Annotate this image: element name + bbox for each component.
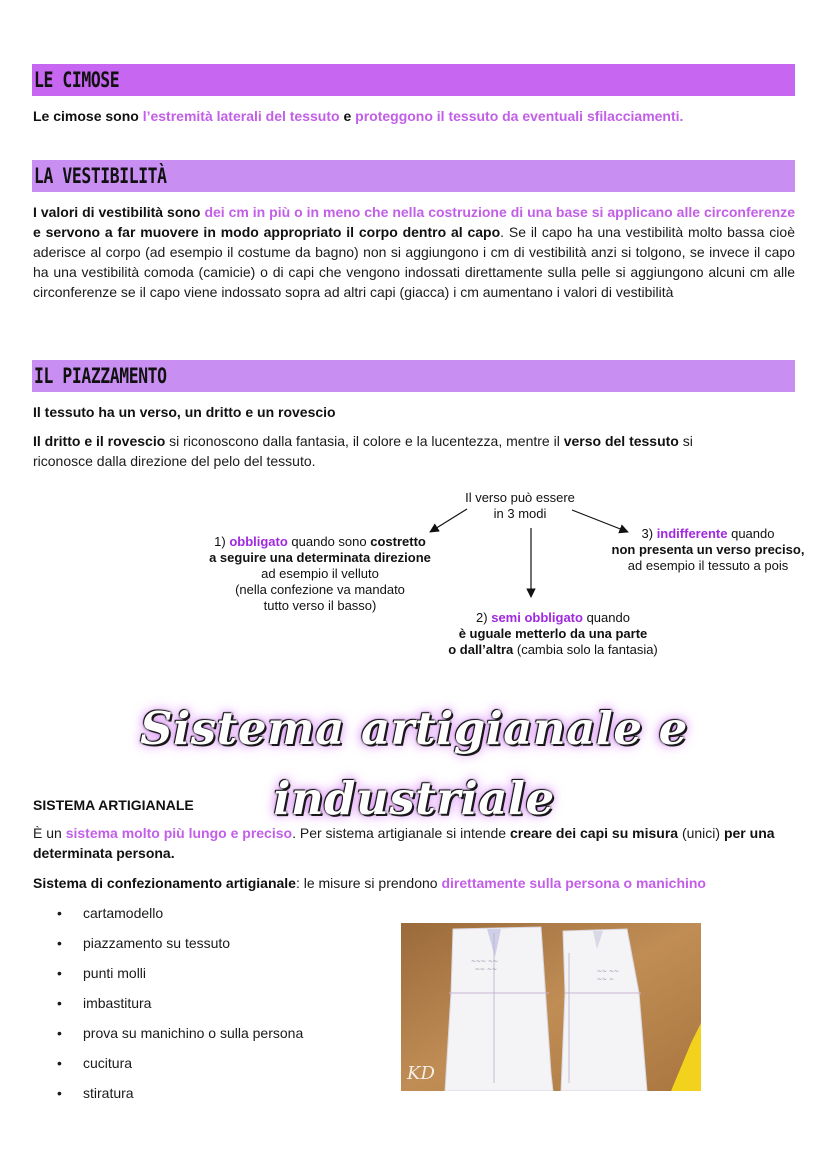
list-item: • prova su manichino o sulla persona bbox=[57, 1025, 304, 1041]
option-key: indifferente bbox=[656, 526, 728, 541]
text-bold: e servono a far muovere in modo appropriato il corpo dentro al capo bbox=[33, 224, 501, 240]
list-item: • cucitura bbox=[57, 1055, 133, 1071]
photo-watermark: KD bbox=[407, 1063, 435, 1084]
text: si riconoscono dalla fantasia, il colore e la lucentezza, mentre il bbox=[165, 433, 564, 449]
diagram-option-1 bbox=[200, 534, 440, 614]
list-item-label: stiratura bbox=[83, 1085, 134, 1101]
highlight: dei cm in più o in meno che nella costruzione di una base si applicano alle circonferenze bbox=[204, 204, 796, 220]
heading-bar-cimose bbox=[32, 64, 795, 96]
diagram-center-line: in 3 modi bbox=[493, 506, 547, 521]
highlight: proteggono il tessuto da eventuali sfilacciamenti. bbox=[355, 108, 684, 124]
paragraph-verso bbox=[33, 402, 795, 422]
diagram-center-line: Il verso può essere bbox=[465, 490, 575, 505]
diagram-option-3 bbox=[598, 526, 818, 574]
option-text: (cambia solo la fantasia) bbox=[513, 642, 658, 657]
list-item: • punti molli bbox=[57, 965, 147, 981]
option-key: semi obbligato bbox=[491, 610, 583, 625]
list-item: • stiratura bbox=[57, 1085, 134, 1101]
heading-vestibilita: LA VESTIBILITÀ bbox=[34, 164, 167, 188]
list-item-label: punti molli bbox=[83, 965, 147, 981]
option-bold: non presenta un verso preciso, bbox=[611, 542, 805, 557]
text-bold: Il tessuto ha un verso, un dritto e un rovescio bbox=[33, 404, 336, 420]
heading-piazzamento: IL PIAZZAMENTO bbox=[34, 364, 167, 388]
heading-sistema-artigianale bbox=[33, 795, 795, 815]
paragraph-dritto-rovescio bbox=[33, 431, 753, 471]
option-line: ad esempio il velluto bbox=[261, 566, 379, 581]
list-item-label: cucitura bbox=[83, 1055, 133, 1071]
text: e bbox=[339, 108, 356, 124]
option-bold: o dall’altra bbox=[448, 642, 514, 657]
highlight: l’estremità laterali del tessuto bbox=[142, 108, 340, 124]
highlight: sistema molto più lungo e preciso bbox=[65, 825, 293, 841]
text: . Per sistema artigianale si intende bbox=[292, 825, 510, 841]
text-bold: Sistema di confezionamento artigianale bbox=[33, 875, 296, 891]
option-bold: a seguire una determinata direzione bbox=[209, 550, 431, 565]
heading-cimose: LE CIMOSE bbox=[34, 68, 120, 92]
list-item-label: imbastitura bbox=[83, 995, 152, 1011]
text-bold: verso del tessuto bbox=[563, 433, 679, 449]
paragraph-confezionamento bbox=[33, 873, 795, 893]
diagram-center bbox=[440, 490, 600, 522]
text: si riconosce dalla direzione del pelo del tessuto. bbox=[33, 433, 693, 469]
option-line: (nella confezione va mandato bbox=[235, 582, 405, 597]
list-item: • cartamodello bbox=[57, 905, 164, 921]
list-item-label: cartamodello bbox=[83, 905, 164, 921]
svg-text:~~ ~~: ~~ ~~ bbox=[475, 966, 498, 973]
option-line: tutto verso il basso) bbox=[263, 598, 377, 613]
option-text: quando bbox=[727, 526, 775, 541]
option-line: ad esempio il tessuto a pois bbox=[627, 558, 789, 573]
text-bold: Il dritto e il rovescio bbox=[33, 433, 166, 449]
text: (unici) bbox=[678, 825, 724, 841]
text: . Se il capo ha una vestibilità molto bassa cioè aderisce al corpo (ad esempio il costume da bagno) non si aggiungono i cm di vestibilità anzi si tolgono, se invece il capo ha una vestibilità comoda (camicie) o di capi che vengono indossati direttamente sulla pelle si aggiungono alcuni cm alle circonferenze se il capo viene indossato sopra ad altri capi (giacca) i cm aumentano i valori di vestibilità bbox=[33, 224, 795, 300]
option-text: quando sono bbox=[287, 534, 371, 549]
option-text: quando bbox=[582, 610, 630, 625]
pattern-photo bbox=[401, 923, 701, 1091]
svg-text:~~~ ~~: ~~~ ~~ bbox=[471, 958, 499, 965]
diagram-option-2 bbox=[423, 610, 683, 658]
option-number: 3) bbox=[641, 526, 657, 541]
text: È un bbox=[33, 825, 66, 841]
text-bold: creare dei capi su misura bbox=[509, 825, 679, 841]
subheading: SISTEMA ARTIGIANALE bbox=[33, 797, 194, 813]
option-number: 2) bbox=[476, 610, 492, 625]
pattern-piece-left bbox=[445, 927, 553, 1091]
option-number: 1) bbox=[214, 534, 230, 549]
paragraph-artigianale bbox=[33, 823, 795, 863]
svg-text:~~ ~~: ~~ ~~ bbox=[597, 968, 620, 975]
section-title: Sistema artigianale e industriale bbox=[140, 702, 688, 825]
text-bold: per una determinata persona. bbox=[33, 825, 775, 861]
list-item: • imbastitura bbox=[57, 995, 152, 1011]
list-item: • piazzamento su tessuto bbox=[57, 935, 231, 951]
pattern-photo-image bbox=[401, 923, 701, 1091]
option-key: obbligato bbox=[229, 534, 288, 549]
option-bold: costretto bbox=[370, 534, 426, 549]
list-item-label: piazzamento su tessuto bbox=[83, 935, 231, 951]
steps-list bbox=[57, 898, 303, 1108]
highlight: direttamente sulla persona o manichino bbox=[441, 875, 706, 891]
text-lead: Le cimose sono bbox=[33, 108, 143, 124]
paragraph-vestibilita bbox=[33, 202, 795, 302]
list-item-label: prova su manichino o sulla persona bbox=[83, 1025, 304, 1041]
text: : le misure si prendono bbox=[295, 875, 442, 891]
option-bold: è uguale metterlo da una parte bbox=[458, 626, 648, 641]
paragraph-cimose bbox=[33, 106, 795, 126]
svg-text:~~ ~: ~~ ~ bbox=[597, 976, 614, 983]
text-lead: I valori di vestibilità sono bbox=[33, 204, 205, 220]
